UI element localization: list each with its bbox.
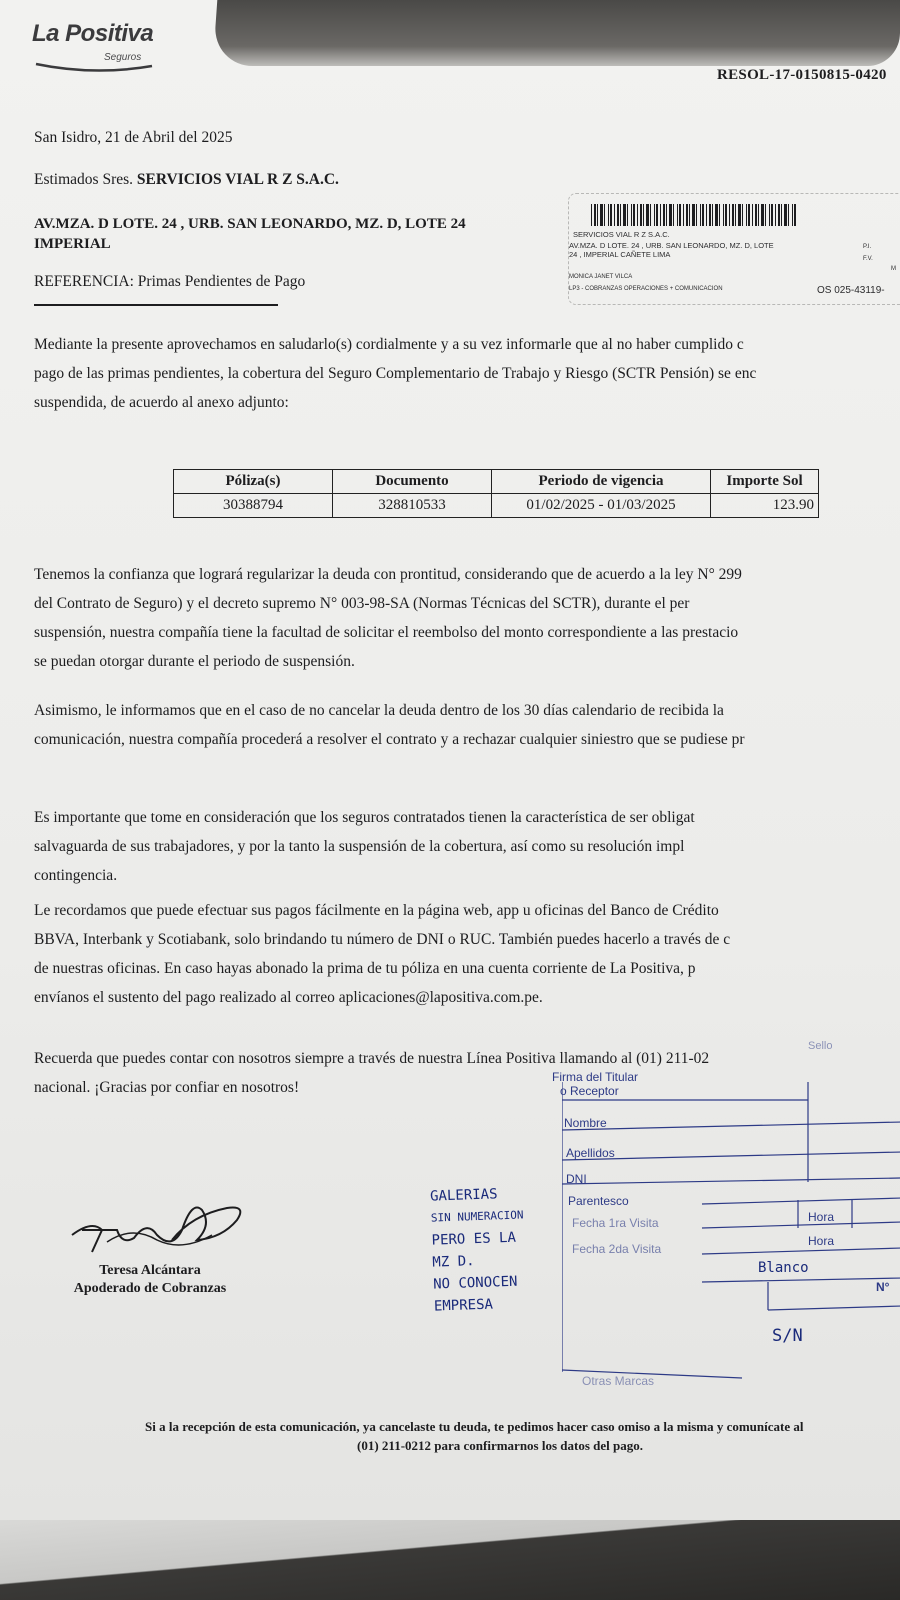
paragraph-line: se puedan otorgar durante el periodo de suspensión. [34, 653, 355, 670]
paragraph-line: suspensión, nuestra compañía tiene la facultad de solicitar el reembolso del monto correspondiente a las prestacio [34, 624, 739, 641]
address-line-1: AV.MZA. D LOTE. 24 , URB. SAN LEONARDO, MZ. D, LOTE 24 [34, 216, 466, 232]
validity-period: 01/02/2025 - 01/03/2025 [492, 494, 711, 518]
paragraph-line: Le recordamos que puede efectuar sus pagos fácilmente en la página web, app u oficinas del Banco de Crédito [34, 902, 719, 919]
form-label-nombre: Nombre [564, 1116, 607, 1130]
intro-line-2: pago de las primas pendientes, la cobertura del Seguro Complementario de Trabajo y Riesgo (SCTR Pensión) se enc [34, 365, 757, 382]
delivery-receipt-form [552, 1040, 900, 1388]
table-header-row [174, 470, 819, 494]
form-label-parentesco: Parentesco [568, 1194, 629, 1208]
reference-underline [34, 304, 278, 306]
paragraph-line: salvaguarda de sus trabajadores, y por la tanto la suspensión de la cobertura, así como su resolución impl [34, 838, 685, 855]
paragraph-line: comunicación, nuestra compañía procederá a resolver el contrato y a rechazar cualquier siniestro que se pudiese pr [34, 731, 745, 748]
mail-label [568, 193, 900, 305]
paragraph-4 [34, 803, 695, 890]
paragraph-line: Tenemos la confianza que logrará regularizar la deuda con prontitud, considerando que de acuerdo a la ley N° 299 [34, 566, 742, 583]
paragraph-line: del Contrato de Seguro) y el decreto supremo N° 003-98-SA (Normas Técnicas del SCTR), durante el per [34, 595, 690, 612]
form-label-firma: Firma del Titular [552, 1070, 639, 1084]
greeting [34, 168, 339, 192]
paragraph-2 [34, 560, 742, 676]
note-line: EMPRESA [433, 1296, 494, 1315]
label-line-1: SERVICIOS VIAL R Z S.A.C. [573, 230, 670, 239]
label-line-4: MONICA JANET VILCA [569, 274, 633, 280]
amount: 123.90 [711, 494, 819, 518]
paragraph-line: BBVA, Interbank y Scotiabank, solo brindando tu número de DNI o RUC. También puedes hacerlo a través de c [34, 931, 731, 948]
footer-line-2: (01) 211-0212 para confirmarnos los datos del pago. [357, 1438, 643, 1453]
form-label-receptor: o Receptor [560, 1084, 619, 1098]
label-line-3: 24 , IMPERIAL CAÑETE LIMA [569, 250, 671, 259]
handwritten-sin-numero: S/N [772, 1326, 803, 1346]
signatory-role: Apoderado de Cobranzas [73, 1281, 227, 1296]
paragraph-line: contingencia. [34, 867, 118, 884]
column-header: Documento [333, 470, 492, 494]
top-edge-shadow [213, 0, 900, 66]
handwritten-color: Blanco [758, 1260, 809, 1276]
policy-table [173, 469, 819, 518]
paragraph-line: nacional. ¡Gracias por confiar en nosotros! [34, 1079, 300, 1096]
document-number: 328810533 [333, 494, 492, 518]
page-bottom-edge [0, 1520, 900, 1600]
label-line-2: AV.MZA. D LOTE. 24 , URB. SAN LEONARDO, MZ. D, LOTE [569, 241, 774, 250]
form-label-hora-2: Hora [808, 1234, 835, 1248]
paragraph-line: Recuerda que puedes contar con nosotros siempre a través de nuestra Línea Positiva llamando al (01) 211-02 [34, 1050, 710, 1067]
note-line: MZ D. [432, 1253, 475, 1271]
column-header: Periodo de vigencia [492, 470, 711, 494]
handwritten-signature-icon [62, 1190, 252, 1260]
column-header: Póliza(s) [174, 470, 333, 494]
form-label-sello: Sello [808, 1040, 833, 1052]
paragraph-5 [34, 896, 730, 1012]
form-grid-lines [562, 1082, 900, 1382]
note-line: PERO ES LA [431, 1229, 517, 1249]
label-side-3: M [891, 266, 896, 272]
footer-line-1: Si a la recepción de esta comunicación, ya cancelaste tu deuda, te pedimos hacer caso omiso a la misma y comunícate al [145, 1419, 804, 1434]
policy-number: 30388794 [174, 494, 333, 518]
signatory-name: Teresa Alcántara [99, 1263, 201, 1278]
form-label-dni: DNI [566, 1172, 587, 1186]
barcode-icon [591, 204, 801, 226]
label-line-5: LP3 - COBRANZAS OPERACIONES + COMUNICACION [569, 286, 723, 292]
label-side-1: P.I. [863, 244, 872, 250]
paragraph-line: de nuestras oficinas. En caso hayas abonado la prima de tu póliza en una cuenta corriente de La Positiva, p [34, 960, 696, 977]
paragraph-line: Es importante que tome en consideración que los seguros contratados tienen la característica de ser obligat [34, 809, 695, 826]
logo-swoosh-icon [34, 60, 154, 78]
intro-line-1: Mediante la presente aprovechamos en saludarlo(s) cordialmente y a su vez informarle que al no haber cumplido c [34, 336, 744, 353]
recipient-address [34, 214, 466, 254]
resolution-code: RESOL-17-0150815-0420 [717, 67, 887, 83]
form-label-hora-1: Hora [808, 1210, 835, 1224]
form-label-visita1: Fecha 1ra Visita [572, 1216, 659, 1230]
label-side-2: F.V. [863, 256, 873, 262]
form-label-visita2: Fecha 2da Visita [572, 1242, 662, 1256]
company-logo: La Positiva [32, 20, 154, 47]
reference-line [34, 270, 305, 294]
reference-text: Primas Pendientes de Pago [137, 273, 306, 290]
recipient-company: SERVICIOS VIAL R Z S.A.C. [136, 171, 339, 188]
note-line: NO CONOCEN [432, 1273, 518, 1293]
footer-notice [145, 1417, 900, 1455]
paragraph-line: Asimismo, le informamos que en el caso de no cancelar la deuda dentro de los 30 días calendario de recibida la [34, 702, 724, 719]
handwritten-note [430, 1182, 527, 1317]
form-label-otras: Otras Marcas [582, 1374, 655, 1388]
form-label-numero: N° [876, 1280, 890, 1294]
intro-line-3: suspendida, de acuerdo al anexo adjunto: [34, 394, 289, 411]
column-header: Importe Sol [711, 470, 819, 494]
note-line: SIN NUMERACION [430, 1208, 524, 1225]
company-logo-subtitle: Seguros [104, 52, 142, 63]
form-label-apellidos: Apellidos [566, 1146, 615, 1160]
label-code: OS 025-43119- [817, 285, 885, 296]
intro-paragraph [34, 330, 756, 417]
greeting-prefix: Estimados Sres. [34, 171, 134, 188]
table-row [174, 494, 819, 518]
paragraph-3 [34, 696, 745, 754]
paragraph-line: envíanos el sustento del pago realizado al correo aplicaciones@lapositiva.com.pe. [34, 989, 543, 1006]
reference-label: REFERENCIA: [34, 273, 134, 290]
date-line: San Isidro, 21 de Abril del 2025 [34, 129, 233, 146]
address-line-2: IMPERIAL [34, 236, 111, 252]
note-line: GALERIAS [429, 1186, 498, 1205]
